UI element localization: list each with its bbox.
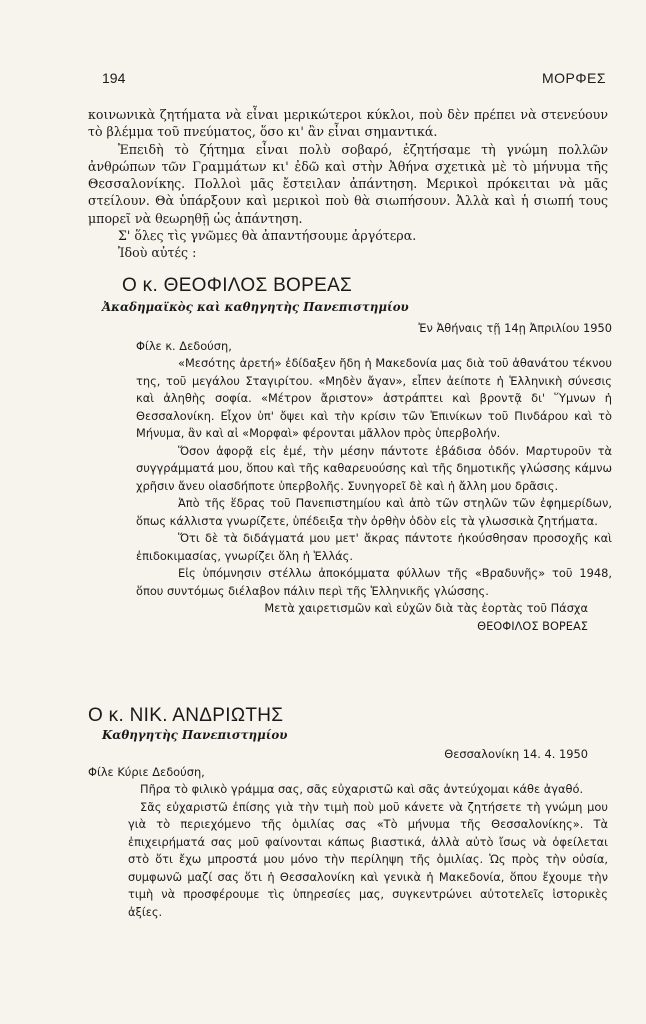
letter1-paragraph: «Μεσότης ἀρετή» ἐδίδαξεν ἤδη ἡ Μακεδονία μας διὰ τοῦ ἀθανάτου τέκνου της, τοῦ μεγάλου Σταγιρίτου. «Μηδὲν ἄγαν», εἶπεν ἀείποτε ἡ Ἑλληνικὴ σύνεσις καὶ ἀληθὴς σοφία. «Μέτρον ἄριστον» ἀστράπτει καὶ βροντᾷ δι' Ὕμνων ἡ Θεσσαλονίκη. Εἶχον ὑπ' ὄψει καὶ τὴν κρίσιν τῶν Ἐπινίκων τοῦ Πινδάρου καὶ τὸ Μήνυμα, ἂν καὶ αἱ «Μορφαὶ» φέρονται μᾶλλον πρὸς ὑπερβολήν. xyxy=(136,356,612,440)
letter1-closing: Μετὰ χαιρετισμῶν καὶ εὐχῶν διὰ τὰς ἑορτὰς τοῦ Πάσχα xyxy=(264,601,588,615)
letter1-paragraph: Ἀπὸ τῆς ἕδρας τοῦ Πανεπιστημίου καὶ ἀπὸ τῶν στηλῶν τῶν ἐφημερίδων, ὅπως κάλλιστα γνωρίζετε, ὑπέδειξα τὴν ὀρθὴν ὁδὸν εἰς τὰ γλωσσικὰ ζητήματα. xyxy=(136,496,612,528)
intro-paragraph: κοινωνικὰ ζητήματα νὰ εἶναι μερικώτεροι κύκλοι, ποὺ δὲν πρέπει νὰ στενεύουν τὸ βλέμμα τοῦ πνεύματος, ὅσο κι' ἂν εἶναι σημαντικά. xyxy=(88,107,608,140)
running-title: ΜΟΡΦΕΣ xyxy=(541,70,606,86)
letter1-paragraph: Ὅτι δὲ τὰ διδάγματά μου μετ' ἄκρας πάντοτε ἠκούσθησαν προσοχῆς καὶ ἐπιδοκιμασίας, γνωρίζει ὅλη ἡ Ἑλλάς. xyxy=(136,531,612,563)
letter2-salutation: Φίλε Κύριε Δεδούση, xyxy=(88,764,205,779)
letter2-dateline: Θεσσαλονίκη 14. 4. 1950 xyxy=(444,747,588,761)
page-number: 194 xyxy=(102,70,126,86)
letter1-body xyxy=(136,320,612,635)
letter1-dateline: Ἐν Ἀθήναις τῇ 14ῃ Ἀπριλίου 1950 xyxy=(418,321,612,335)
letter1-author-title: Ἀκαδημαϊκὸς καὶ καθηγητὴς Πανεπιστημίου xyxy=(102,300,409,314)
letter1-paragraph: Ὅσον ἀφορᾷ εἰς ἐμέ, τὴν μέσην πάντοτε ἐβάδισα ὁδόν. Μαρτυροῦν τὰ συγγράμματά μου, ὅπου καὶ τῆς καθαρευούσης καὶ τῆς δημοτικῆς γλώσσης κάμνω χρῆσιν ἄνευ οἱασδήποτε ὑπερβολῆς. Συνηγορεῖ δὲ καὶ ἡ ἄλλη μου δρᾶσις. xyxy=(136,443,612,493)
letter2-author-title: Καθηγητὴς Πανεπιστημίου xyxy=(102,728,288,742)
intro-text xyxy=(88,106,608,262)
page-header xyxy=(102,70,606,90)
intro-paragraph: Σ' ὅλες τὶς γνῶμες θὰ ἀπαντήσουμε ἀργότερα. xyxy=(118,228,417,244)
letter2-author-heading: Ο κ. ΝΙΚ. ΑΝΔΡΙΩΤΗΣ xyxy=(88,705,284,726)
letter2-paragraph: Σᾶς εὐχαριστῶ ἐπίσης γιὰ τὴν τιμὴ ποὺ μοῦ κάνετε νὰ ζητήσετε τὴ γνώμη μου γιὰ τὸ περιεχόμενο τῆς ὁμιλίας σας «Τὸ μήνυμα τῆς Θεσσαλονίκης». Τὰ ἐπιχειρήματά σας μοῦ φαίνονται κάπως βιαστικά, ἀλλὰ αὐτὸ ἴσως νὰ ὀφείλεται στὸ ὅτι ἔχω μπροστά μου μόνο τὴν περίληψη τῆς ὁμιλίας. Ὡς πρὸς τὴν οὐσία, συμφωνῶ μαζί σας ὅτι ἡ Θεσσαλονίκη καὶ γενικὰ ἡ Μακεδονία, ὅπου ἔχουμε τὴν τιμὴ νὰ προσφέρουμε τὶς ὑπηρεσίες μας, συγκεντρώνει αὐτοτελεῖς ἱστορικὲς ἀξίες. xyxy=(128,799,608,919)
intro-paragraph: Ἰδοὺ αὐτές : xyxy=(118,245,197,261)
letter1-salutation: Φίλε κ. Δεδούση, xyxy=(136,338,232,353)
letter2-body xyxy=(88,746,608,921)
letter1-paragraph: Εἰς ὑπόμνησιν στέλλω ἀποκόμματα φύλλων τῆς «Βραδυνῆς» τοῦ 1948, ὅπου συντόμως διέλαβον πάλιν περὶ τῆς Ἑλληνικῆς γλώσσης. xyxy=(136,566,612,598)
intro-paragraph: Ἐπειδὴ τὸ ζήτημα εἶναι πολὺ σοβαρό, ἐζητήσαμε τὴ γνώμη πολλῶν ἀνθρώπων τῶν Γραμμάτων κι' ἐδῶ καὶ στὴν Ἀθήνα σχετικὰ μὲ τὸ μήνυμα τῆς Θεσσαλονίκης. Πολλοὶ μᾶς ἔστειλαν ἀπάντηση. Μερικοὶ πρόκειται νὰ μᾶς στείλουν. Θὰ ὑπάρξουν καὶ μερικοὶ ποὺ θὰ σιωπήσουν. Ἀλλὰ καὶ ἡ σιωπή τους μπορεῖ νὰ θεωρηθῇ ὡς ἀπάντηση. xyxy=(88,141,608,226)
letter2-paragraph: Πῆρα τὸ φιλικὸ γράμμα σας, σᾶς εὐχαριστῶ καὶ σᾶς ἀντεύχομαι κάθε ἀγαθό. xyxy=(140,782,584,796)
letter1-author-heading: Ο κ. ΘΕΟΦΙΛΟΣ ΒΟΡΕΑΣ xyxy=(122,275,353,296)
letter1-signature: ΘΕΟΦΙΛΟΣ ΒΟΡΕΑΣ xyxy=(477,618,588,633)
